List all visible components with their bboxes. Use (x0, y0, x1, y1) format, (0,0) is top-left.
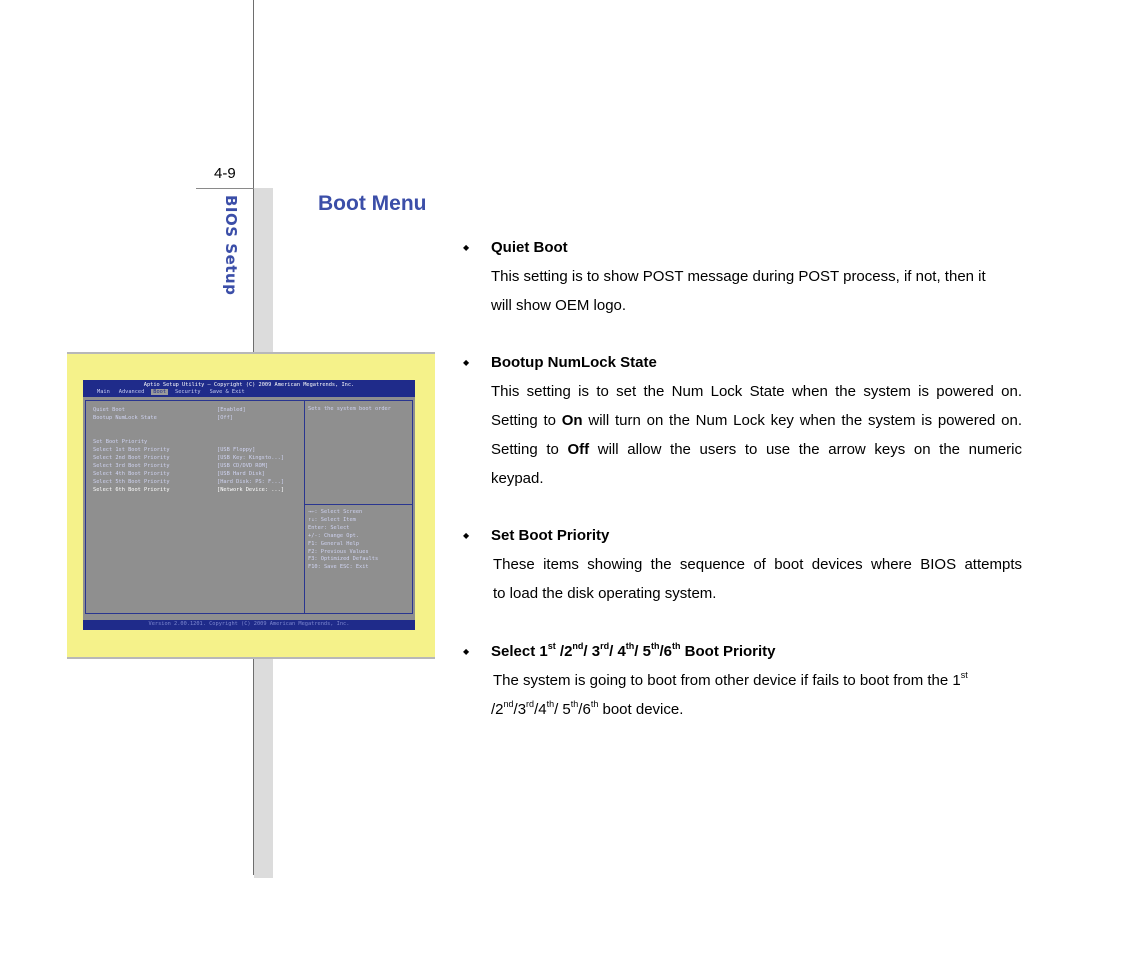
body-line: These items showing the sequence of boot devices where BIOS attempts (493, 556, 1022, 573)
bios-key-line: Enter: Select (308, 524, 350, 531)
bios-tab-save-exit: Save & Exit (209, 389, 245, 395)
bios-key-line: +/-: Change Opt. (308, 532, 360, 539)
bios-divider (304, 401, 305, 614)
bios-row-label: Select 4th Boot Priority (93, 471, 170, 477)
bios-key-line: F3: Optimized Defaults (308, 556, 379, 563)
page-number-rule (196, 188, 254, 189)
side-title-text: BIOS Setup (222, 195, 240, 296)
bios-tab-main: Main (97, 389, 110, 395)
body-line: will show OEM logo. (491, 297, 627, 314)
bios-row-label: Select 2nd Boot Priority (93, 455, 170, 461)
bios-row-label: Select 3rd Boot Priority (93, 463, 170, 469)
item-heading-select-priority: Select 1st /2nd/ 3rd/ 4th/ 5th/6th Boot Priority (491, 641, 776, 660)
side-title (216, 195, 248, 305)
bullet-icon: ◆ (463, 243, 470, 252)
bios-footer-text: Version 2.00.1201. Copyright (C) 2009 American Megatrends, Inc. (148, 621, 350, 627)
bios-row-value: [USB CD/DVD ROM] (217, 463, 269, 469)
bios-key-line: ↑↓: Select Item (308, 516, 356, 523)
page-number: 4-9 (214, 165, 236, 182)
bios-tab-security: Security (175, 389, 201, 395)
bios-row-label: Select 1st Boot Priority (93, 447, 170, 453)
body-line: This setting is to set the Num Lock State when the system is powered on. (491, 383, 1022, 400)
bios-key-line: F2: Previous Values (308, 548, 369, 555)
bios-row-value: [USB Key: Kingsto...] (217, 455, 284, 461)
bios-frame (85, 400, 413, 614)
body-line: Setting to On will turn on the Num Lock key when the system is powered on. (491, 412, 1023, 429)
bios-help-text: Sets the system boot order (308, 406, 391, 412)
bios-key-line: F1: General Help (308, 540, 360, 547)
bios-title: Aptio Setup Utility – Copyright (C) 2009 American Megatrends, Inc. (143, 382, 355, 388)
bios-footer (83, 620, 415, 630)
body-line: This setting is to show POST message during POST process, if not, then it (491, 268, 986, 285)
bios-key-line: F10: Save ESC: Exit (308, 564, 369, 571)
bios-tab-advanced: Advanced (118, 389, 145, 395)
item-heading-quiet-boot: Quiet Boot (491, 239, 568, 256)
item-heading-numlock: Bootup NumLock State (491, 354, 657, 371)
bios-screenshot-panel (67, 352, 435, 659)
bios-row-label: Bootup NumLock State (93, 415, 157, 421)
bullet-icon: ◆ (463, 647, 470, 656)
bios-row-label: Set Boot Priority (93, 439, 148, 445)
bios-tabs (95, 389, 247, 395)
item-heading-set-boot-priority: Set Boot Priority (491, 527, 610, 544)
item-body-select-priority (493, 666, 1022, 724)
section-title: Boot Menu (318, 192, 427, 215)
bios-row-value: [Off] (217, 415, 233, 421)
bios-key-line: →←: Select Screen (308, 509, 363, 515)
bios-row-value: [Enabled] (217, 407, 246, 413)
bios-row-value: [Network Device: ...] (217, 487, 284, 493)
bios-row-value: [USB Hard Disk] (217, 471, 265, 477)
bullet-icon: ◆ (463, 358, 470, 367)
bios-row-label: Quiet Boot (93, 407, 125, 413)
item-body-numlock (491, 377, 1022, 493)
bios-row-label: Select 6th Boot Priority (93, 487, 170, 493)
margin-bar-upper (254, 188, 273, 353)
body-line: to load the disk operating system. (493, 585, 717, 602)
bios-key-help (308, 509, 378, 572)
bios-tab-boot: Boot (153, 389, 167, 395)
margin-bar-lower (254, 656, 273, 878)
bios-header (83, 380, 415, 397)
bullet-icon: ◆ (463, 531, 470, 540)
body-line: Setting to Off will allow the users to use the arrow keys on the numeric (491, 441, 1022, 458)
bios-row-value: [USB Floppy] (217, 447, 256, 453)
bios-screen (83, 380, 415, 630)
body-line: /2nd/3rd/4th/ 5th/6th boot device. (491, 699, 684, 718)
item-body-set-boot-priority (493, 550, 1022, 608)
bios-row-value: [Hard Disk: PS: F...] (217, 479, 284, 485)
bios-row-label: Select 5th Boot Priority (93, 479, 170, 485)
body-line: The system is going to boot from other device if fails to boot from the 1st (493, 670, 968, 689)
body-line: keypad. (491, 470, 544, 487)
bios-help-divider (305, 504, 413, 505)
item-body-quiet-boot (491, 262, 1022, 320)
